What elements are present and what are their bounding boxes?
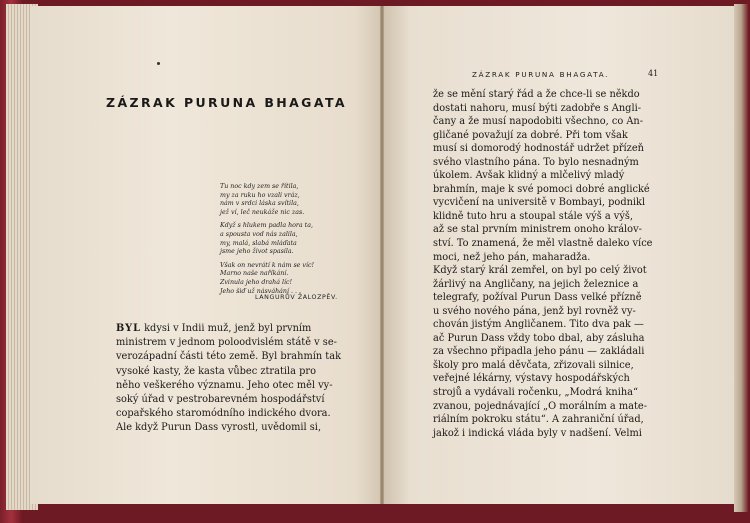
text-line: klidně tuto hru a stoupal stále výš a výš, (433, 210, 634, 222)
running-head: ZÁZRAK PURUNA BHAGATA. (472, 70, 610, 79)
text-line: čany a že musí napodobiti všechno, co An- (433, 116, 644, 128)
right-body-text (433, 88, 665, 440)
poem-line: jež ví, leč neukáže nic zas. (220, 208, 305, 216)
line-text: kdysi v Indii muž, jenž byl prvním (141, 323, 312, 334)
text-line: vycvičení na universitě v Bombayi, podnikl (433, 197, 646, 209)
text-line: soký úřad v pestrobarevném hospodářství (116, 394, 325, 406)
text-line (116, 322, 338, 336)
text-line: riálním pokroku státu“. A zahraniční úřad, (433, 414, 644, 426)
text-line: školy pro malá děvčata, zřizovali silnice, (433, 359, 634, 371)
text-line: jakož i indická vláda byly v nadšení. Velmi (433, 427, 642, 439)
text-line: žárlivý na Angličany, na jejich železnice a (433, 278, 639, 290)
ink-speck (157, 62, 160, 65)
poem-line: Tu noc kdy zem se řítila, (220, 183, 299, 190)
text-line: zvanou, pojednávající „O morálním a mate- (433, 400, 648, 412)
poem-line: nám v srdci láska svítila, (220, 200, 299, 208)
poem-line: Marno naše naříkání. (220, 270, 289, 278)
book-gutter (380, 6, 384, 504)
chapter-title: ZÁZRAK PURUNA BHAGATA (106, 95, 347, 110)
drop-word: BYL (116, 323, 141, 334)
text-line: moci, než jeho pán, maharadža. (433, 251, 591, 263)
epigraph-source: LANGURŮV ŽALOZPĚV. (255, 294, 338, 301)
poem-stanza (220, 262, 360, 296)
text-line: verozápadní části této země. Byl brahmín tak (116, 351, 342, 363)
page-edges-right (734, 4, 748, 512)
text-line: dostati nahoru, musí býti zadobře s Angli- (433, 102, 642, 114)
text-line: za všechno připadla jeho pánu — zakládali (433, 346, 645, 358)
poem-line: Když s hlukem padla hora ta, (220, 222, 313, 230)
text-line: Ale když Purun Dass vyrostl, uvědomil si, (116, 422, 322, 434)
text-line: musí si domorodý hodnostář udržet přízeň (433, 143, 644, 155)
text-line: svého vlastního pána. To bylo nesnadným (433, 156, 639, 168)
text-line: brahmín, maje k své pomoci dobré anglické (433, 183, 650, 195)
epigraph-poem (220, 183, 360, 301)
poem-line: Jeho šiď už násváhání . . . (220, 287, 301, 295)
text-line: Když starý král zemřel, on byl po celý život (433, 265, 647, 277)
left-body-text (116, 322, 342, 436)
poem-line: Však on nevrátí k nám se víc! (220, 261, 315, 269)
text-line: veřejné lékárny, výstavy hospodářských (433, 373, 630, 385)
text-line: ství. To znamená, že měl vlastně daleko více (433, 238, 653, 250)
text-line: strojů a vydávali ročenku, „Modrá kniha“ (433, 387, 639, 399)
text-line: něho veškerého významu. Jeho otec měl vy- (116, 379, 333, 391)
text-line: ministrem v jednom poloodvislém státě v se- (116, 337, 337, 349)
text-line: chován jistým Angličanem. Tito dva pak — (433, 319, 644, 331)
poem-line: a spousta vod nás zalila, (220, 230, 298, 238)
poem-stanza (220, 222, 360, 256)
text-line: telegrafy, požíval Purun Dass velké přízně (433, 292, 642, 304)
text-line: úkolem. Avšak klidný a mlčelivý mladý (433, 170, 625, 182)
poem-line: jsme jeho život spasila. (220, 248, 294, 256)
text-line: ač Purun Dass vždy tobo dbal, aby zásluha (433, 332, 645, 344)
text-line: až se stal prvním ministrem onoho králov- (433, 224, 642, 236)
text-line: u svého nového pána, jenž byl rovněž vy- (433, 305, 636, 317)
text-line: copařského staromódního indického dvora. (116, 408, 331, 420)
text-line: že se mění starý řád a že chce-li se někdo (433, 89, 640, 100)
poem-line: Zvinula jeho drahá líc! (220, 278, 293, 286)
poem-stanza (220, 183, 360, 217)
page-number: 41 (648, 69, 659, 78)
text-line: vysoké kasty, že kasta vůbec ztratila pro (116, 365, 316, 377)
poem-line: my, malá, slabá mláďata (220, 239, 297, 247)
poem-line: my za ruku ho vzali vráz, (220, 191, 300, 199)
text-line: gličané považují za dobré. Při tom však (433, 129, 628, 141)
